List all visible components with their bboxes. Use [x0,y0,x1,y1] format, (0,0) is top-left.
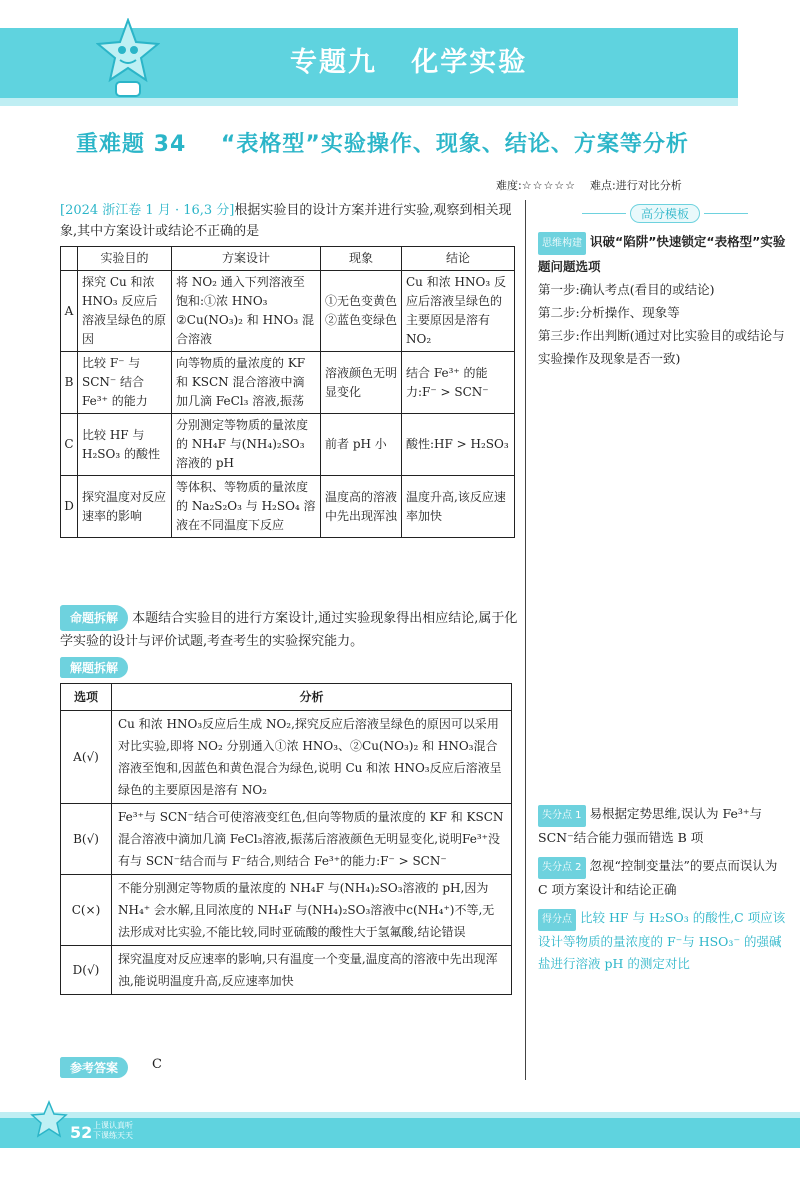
option-analysis: 探究温度对反应速率的影响,只有温度一个变量,温度高的溶液中先出现浑浊,能说明温度升高,反应速率加快 [112,946,512,995]
cell-design: 分别测定等物质的量浓度的 NH₄F 与(NH₄)₂SO₃ 溶液的 pH [172,414,321,476]
table-header: 分析 [112,684,512,711]
option-analysis: Cu 和浓 HNO₃反应后生成 NO₂,探究反应后溶液呈绿色的原因可以采用对比实验,即将 NO₂ 分别通入①浓 HNO₃、②Cu(NO₃)₂ 和 HNO₃混合溶液至饱和,因蓝色和黄色混合为绿色,说明 Cu 和浓 HNO₃反应后溶液呈绿色的主要原因是溶有 NO₂ [112,711,512,804]
method-tag: 思维构建 [538,232,586,255]
key-point-label: 难点: [590,179,616,192]
chapter-title: 专题九 化学实验 [290,47,528,78]
table-header-row [61,684,512,711]
row-label: D [61,476,78,538]
difficulty-label: 难度: [496,179,522,192]
difficulty-stars: ☆☆☆☆☆ [521,179,577,192]
answer-tag-label: 参考答案 [60,1057,128,1078]
table-header: 选项 [61,684,112,711]
cell-design: 向等物质的量浓度的 KF 和 KSCN 混合溶液中滴加几滴 FeCl₃ 溶液,振荡 [172,352,321,414]
table-row [61,875,512,946]
question-stem [60,200,520,242]
proposition-analysis [60,605,520,653]
cell-conclusion: Cu 和浓 HNO₃ 反应后溶液呈绿色的主要原因是溶有 NO₂ [402,271,515,352]
note-tag: 失分点 2 [538,857,586,879]
cell-phenomenon: 溶液颜色无明显变化 [321,352,402,414]
cell-conclusion: 酸性:HF > H₂SO₃ [402,414,515,476]
analysis-table [60,683,512,995]
question-text: 根据实验目的设计方案并进行实验,观察到相关现象,其中方案设计或结论不正确的是 [60,203,512,239]
table-row [61,271,515,352]
footer-mascot-icon [30,1100,68,1144]
cell-phenomenon: 温度高的溶液中先出现浑浊 [321,476,402,538]
table-header: 现象 [321,247,402,271]
divider [582,213,626,214]
cell-purpose: 比较 F⁻ 与 SCN⁻ 结合 Fe³⁺ 的能力 [78,352,172,414]
question-source: [2024 浙江卷 1 月 · 16,3 分] [60,203,235,218]
option-label: C(×) [61,875,112,946]
table-row [61,414,515,476]
method-title: 识破“陷阱”快速锁定“表格型”实验题问题选项 [538,234,786,274]
solution-tag [60,657,128,678]
topic-title: 重难题 34 “表格型”实验操作、现象、结论、方案等分析 [76,132,689,157]
table-row [61,804,512,875]
page-number: 52 [70,1123,93,1142]
column-divider [525,200,526,1080]
option-label: D(√) [61,946,112,995]
cell-purpose: 比较 HF 与 H₂SO₃ 的酸性 [78,414,172,476]
cell-design: 将 NO₂ 通入下列溶液至饱和:①浓 HNO₃ ②Cu(NO₃)₂ 和 HNO₃ 混合溶液 [172,271,321,352]
key-point: 进行对比分析 [615,179,682,192]
row-label: B [61,352,78,414]
note-tag: 失分点 1 [538,805,586,827]
cell-purpose: 探究温度对反应速率的影响 [78,476,172,538]
option-label: B(√) [61,804,112,875]
table-row [61,352,515,414]
method-title-line [538,230,790,278]
table-row [61,946,512,995]
option-label: A(√) [61,711,112,804]
cell-conclusion: 温度升高,该反应速率加快 [402,476,515,538]
option-analysis: 不能分别测定等物质的量浓度的 NH₄F 与(NH₄)₂SO₃溶液的 pH,因为 NH₄⁺ 会水解,且同浓度的 NH₄F 与(NH₄)₂SO₃溶液中c(NH₄⁺)不等,无法形成对比实验,不能比较,同时亚硫酸的酸性大于氢氟酸,结论错误 [112,875,512,946]
solution-tag-label: 解题拆解 [60,657,128,678]
difficulty-line [496,177,682,193]
note-item [538,907,790,975]
notes-box [538,803,790,975]
proposition-tag: 命题拆解 [60,605,128,631]
table-row [61,711,512,804]
table-header: 方案设计 [172,247,321,271]
note-item [538,803,790,849]
method-box [538,230,790,370]
method-step: 第二步:分析操作、现象等 [538,305,680,320]
table-header: 结论 [402,247,515,271]
answer-value: C [152,1057,162,1072]
cell-conclusion: 结合 Fe³⁺ 的能力:F⁻ > SCN⁻ [402,352,515,414]
question-table [60,246,515,538]
cell-purpose: 探究 Cu 和浓 HNO₃ 反应后溶液呈绿色的原因 [78,271,172,352]
divider [704,213,748,214]
note-text: 易根据定势思维,误认为 Fe³⁺与 SCN⁻结合能力强而错选 B 项 [538,806,762,845]
footer-slogan: 上课认真听 下课练天天 [93,1121,133,1140]
cell-phenomenon: ①无色变黄色 ②蓝色变绿色 [321,271,402,352]
row-label: C [61,414,78,476]
side-heading [540,203,790,223]
note-text: 忽视“控制变量法”的要点而误认为 C 项方案设计和结论正确 [538,858,778,897]
table-header: 实验目的 [78,247,172,271]
option-analysis: Fe³⁺与 SCN⁻结合可使溶液变红色,但向等物质的量浓度的 KF 和 KSCN 混合溶液中滴加几滴 FeCl₃溶液,振荡后溶液颜色无明显变化,说明Fe³⁺没有与 SCN⁻结合而与 F⁻结合,则结合 Fe³⁺的能力:F⁻ > SCN⁻ [112,804,512,875]
note-item [538,855,790,901]
note-text: 比较 HF 与 H₂SO₃ 的酸性,C 项应该设计等物质的量浓度的 F⁻与 HSO₃⁻ 的强碱盐进行溶液 pH 的测定对比 [538,910,786,971]
cell-design: 等体积、等物质的量浓度的 Na₂S₂O₃ 与 H₂SO₄ 溶液在不同温度下反应 [172,476,321,538]
row-label: A [61,271,78,352]
table-header-row [61,247,515,271]
table-row [61,476,515,538]
method-step: 第一步:确认考点(看目的或结论) [538,282,715,297]
method-step: 第三步:作出判断(通过对比实验目的或结论与实验操作及现象是否一致) [538,328,785,366]
answer-tag [60,1057,128,1078]
cell-phenomenon: 前者 pH 小 [321,414,402,476]
table-header [61,247,78,271]
proposition-text: 本题结合实验目的进行方案设计,通过实验现象得出相应结论,属于化学实验的设计与评价试题,考查考生的实验探究能力。 [60,611,518,649]
mascot-icon [96,18,160,100]
template-pill: 高分模板 [630,204,700,223]
note-tag: 得分点 [538,909,576,931]
